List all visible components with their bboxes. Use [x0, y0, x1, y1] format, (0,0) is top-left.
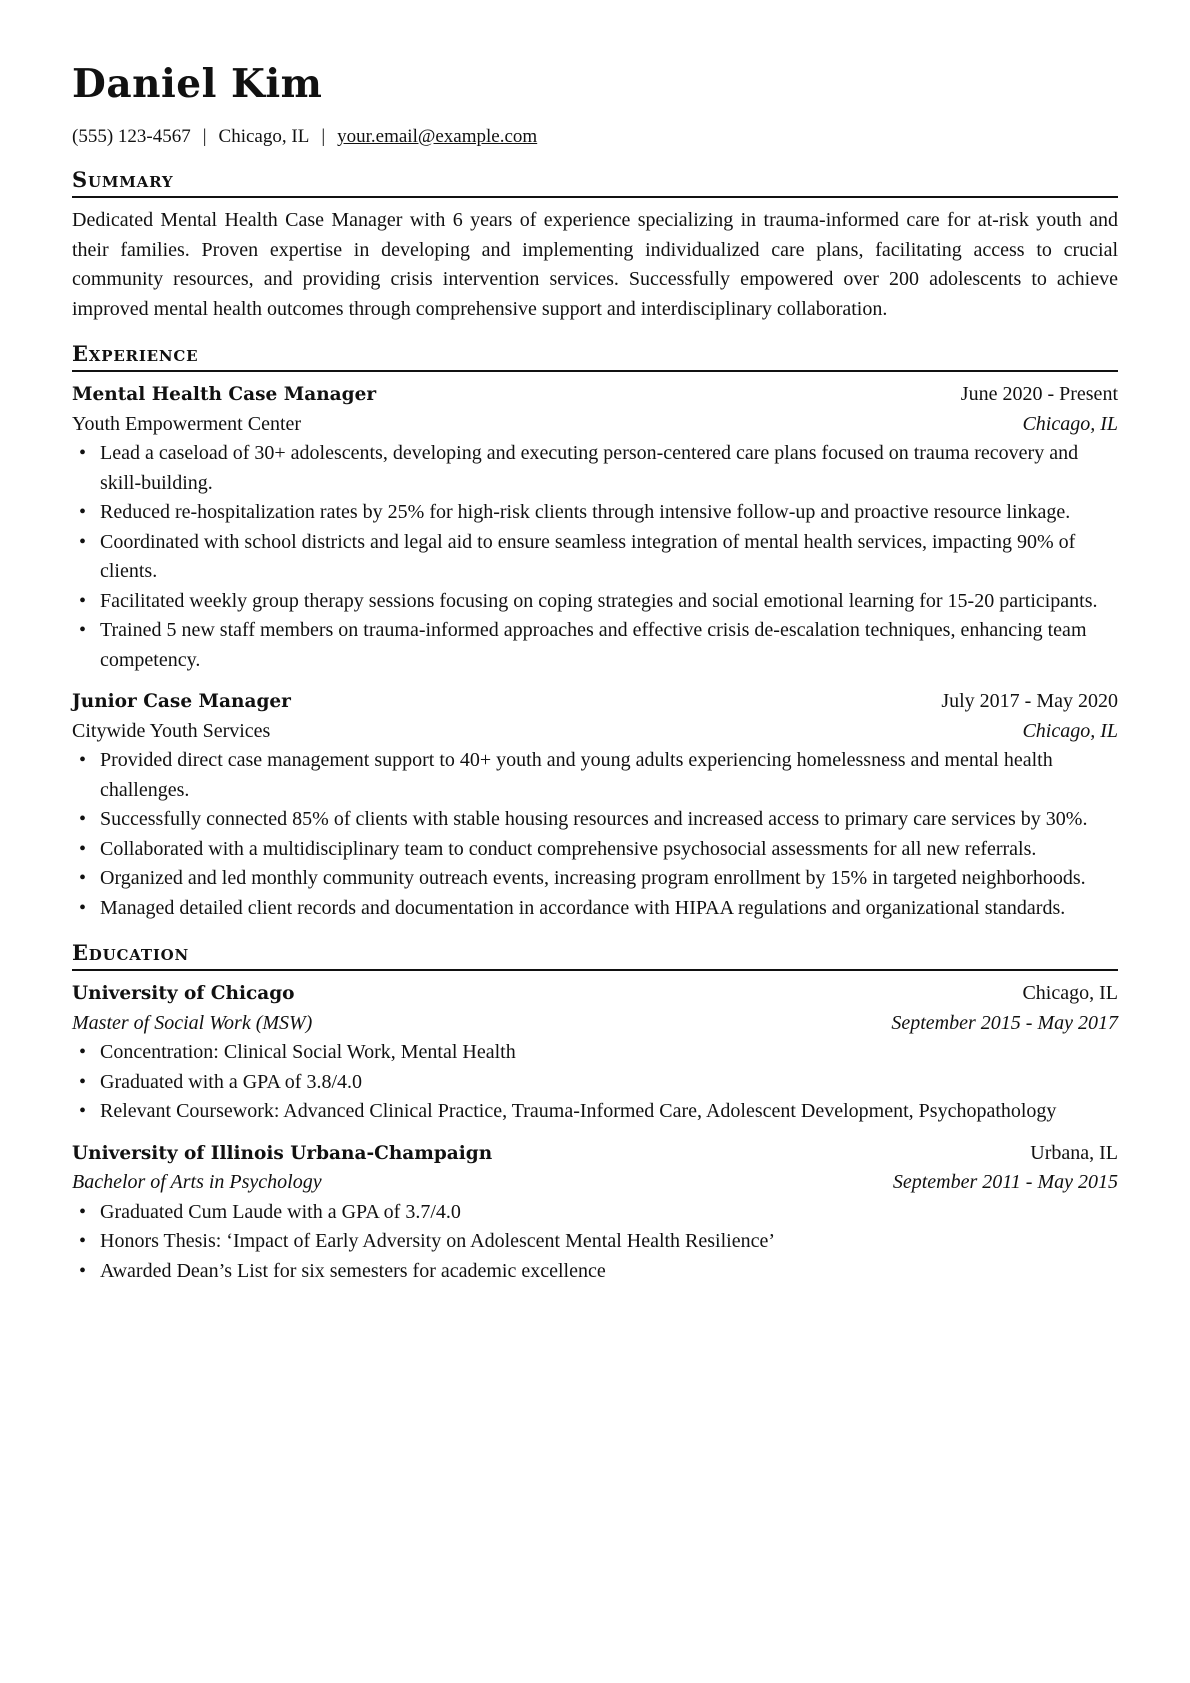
- job-org-row: [72, 410, 1118, 440]
- contact-separator: |: [321, 126, 326, 147]
- bullet-icon: •: [79, 501, 87, 523]
- bullet-text: Trained 5 new staff members on trauma-informed approaches and effective crisis de-escalation techniques, enhancing team competency.: [100, 619, 1087, 671]
- list-item: [72, 1257, 1118, 1287]
- bullet-text: Honors Thesis: ‘Impact of Early Adversity on Adolescent Mental Health Resilience’: [100, 1230, 776, 1252]
- list-item: [72, 746, 1118, 805]
- school-location: Chicago, IL: [1022, 982, 1118, 1004]
- section-title-summary: Summary: [72, 166, 1118, 198]
- bullet-text: Awarded Dean’s List for six semesters for academic excellence: [100, 1259, 606, 1282]
- bullet-icon: •: [79, 808, 87, 830]
- resume-page: [72, 58, 1118, 1286]
- list-item: [72, 835, 1118, 865]
- list-item: [72, 894, 1118, 924]
- job-bullets: [72, 746, 1118, 923]
- job-org-row: [72, 717, 1118, 747]
- bullet-text: Managed detailed client records and documentation in accordance with HIPAA regulations and organizational standards.: [100, 896, 1066, 919]
- phone-number: (555) 123-4567: [72, 126, 191, 147]
- list-item: [72, 528, 1118, 587]
- bullet-icon: •: [79, 442, 87, 464]
- job-entry: [72, 380, 1118, 675]
- job-organization: Citywide Youth Services: [72, 719, 271, 742]
- school-name: University of Illinois Urbana-Champaign: [72, 1142, 493, 1164]
- job-bullets: [72, 439, 1118, 675]
- section-title-education: Education: [72, 939, 1118, 971]
- bullet-icon: •: [79, 1070, 87, 1093]
- list-item: [72, 616, 1118, 675]
- job-header-row: [72, 687, 1118, 717]
- candidate-name: Daniel Kim: [72, 61, 323, 107]
- bullet-icon: •: [79, 896, 87, 919]
- degree-dates: September 2011 - May 2015: [892, 1171, 1118, 1193]
- education-bullets: [72, 1198, 1118, 1287]
- bullet-icon: •: [79, 867, 87, 889]
- bullet-icon: •: [79, 1041, 87, 1063]
- education-section: [72, 939, 1118, 1286]
- bullet-icon: •: [79, 1100, 87, 1122]
- job-dates: June 2020 - Present: [960, 383, 1118, 405]
- school-header-row: [72, 979, 1118, 1009]
- job-header-row: [72, 380, 1118, 410]
- degree-name: Bachelor of Arts in Psychology: [72, 1171, 322, 1193]
- degree-row: [72, 1168, 1118, 1198]
- bullet-icon: •: [79, 589, 87, 612]
- bullet-text: Provided direct case management support to 40+ youth and young adults experiencing homelessness and mental health challenges.: [100, 749, 1053, 801]
- bullet-icon: •: [79, 837, 87, 860]
- bullet-icon: •: [79, 530, 87, 553]
- summary-text: Dedicated Mental Health Case Manager with 6 years of experience specializing in trauma-informed care for at-risk youth and their families. Proven expertise in developing and implementing individualized care plans, facilitating access to crucial community resources, and providing crisis intervention services. Successfully empowered over 200 adolescents to achieve improved mental health outcomes through comprehensive support and interdisciplinary collaboration.: [72, 209, 1118, 320]
- degree-dates: September 2015 - May 2017: [891, 1011, 1118, 1034]
- summary-section: [72, 166, 1118, 324]
- bullet-text: Concentration: Clinical Social Work, Mental Health: [100, 1041, 516, 1063]
- degree-name: Master of Social Work (MSW): [72, 1011, 313, 1034]
- bullet-text: Successfully connected 85% of clients with stable housing resources and increased access to primary care services by 30%.: [100, 808, 1088, 830]
- list-item: [72, 439, 1118, 498]
- degree-row: [72, 1009, 1118, 1039]
- bullet-text: Relevant Coursework: Advanced Clinical Practice, Trauma-Informed Care, Adolescent Development, Psychopathology: [100, 1100, 1057, 1122]
- education-bullets: [72, 1038, 1118, 1127]
- bullet-text: Coordinated with school districts and legal aid to ensure seamless integration of mental health services, impacting 90% of clients.: [100, 530, 1076, 582]
- school-header-row: [72, 1139, 1118, 1169]
- education-entry: [72, 979, 1118, 1127]
- job-location: Chicago, IL: [1022, 412, 1118, 435]
- bullet-icon: •: [79, 1200, 87, 1223]
- job-title: Mental Health Case Manager: [72, 384, 377, 405]
- education-entry: [72, 1139, 1118, 1287]
- bullet-icon: •: [79, 1259, 87, 1282]
- job-entry: [72, 687, 1118, 923]
- list-item: [72, 587, 1118, 617]
- bullet-text: Collaborated with a multidisciplinary team to conduct comprehensive psychosocial assessments for all new referrals.: [100, 837, 1037, 860]
- job-dates: July 2017 - May 2020: [941, 690, 1118, 712]
- list-item: [72, 805, 1118, 835]
- list-item: [72, 1097, 1118, 1127]
- section-title-experience: Experience: [72, 340, 1118, 372]
- bullet-icon: •: [79, 619, 87, 641]
- list-item: [72, 498, 1118, 528]
- bullet-icon: •: [79, 749, 87, 771]
- job-title: Junior Case Manager: [72, 691, 291, 712]
- list-item: [72, 1038, 1118, 1068]
- bullet-text: Facilitated weekly group therapy sessions focusing on coping strategies and social emotional learning for 15-20 participants.: [100, 589, 1098, 612]
- job-location: Chicago, IL: [1022, 719, 1118, 742]
- bullet-icon: •: [79, 1230, 87, 1252]
- bullet-text: Organized and led monthly community outreach events, increasing program enrollment by 15% in targeted neighborhoods.: [100, 867, 1086, 889]
- list-item: [72, 1198, 1118, 1228]
- list-item: [72, 1068, 1118, 1098]
- bullet-text: Lead a caseload of 30+ adolescents, developing and executing person-centered care plans focused on trauma recovery and skill-building.: [100, 442, 1079, 494]
- list-item: [72, 864, 1118, 894]
- bullet-text: Graduated Cum Laude with a GPA of 3.7/4.0: [100, 1200, 461, 1223]
- bullet-text: Graduated with a GPA of 3.8/4.0: [100, 1070, 363, 1093]
- contact-line: [72, 124, 1118, 150]
- experience-section: [72, 340, 1118, 923]
- school-location: Urbana, IL: [1030, 1141, 1118, 1164]
- contact-location: Chicago, IL: [218, 126, 310, 147]
- school-name: University of Chicago: [72, 983, 295, 1004]
- bullet-text: Reduced re-hospitalization rates by 25% for high-risk clients through intensive follow-up and proactive resource linkage.: [100, 501, 1071, 523]
- contact-separator: |: [202, 126, 207, 147]
- list-item: [72, 1227, 1118, 1257]
- job-organization: Youth Empowerment Center: [72, 412, 302, 435]
- email-link[interactable]: your.email@example.com: [337, 126, 538, 147]
